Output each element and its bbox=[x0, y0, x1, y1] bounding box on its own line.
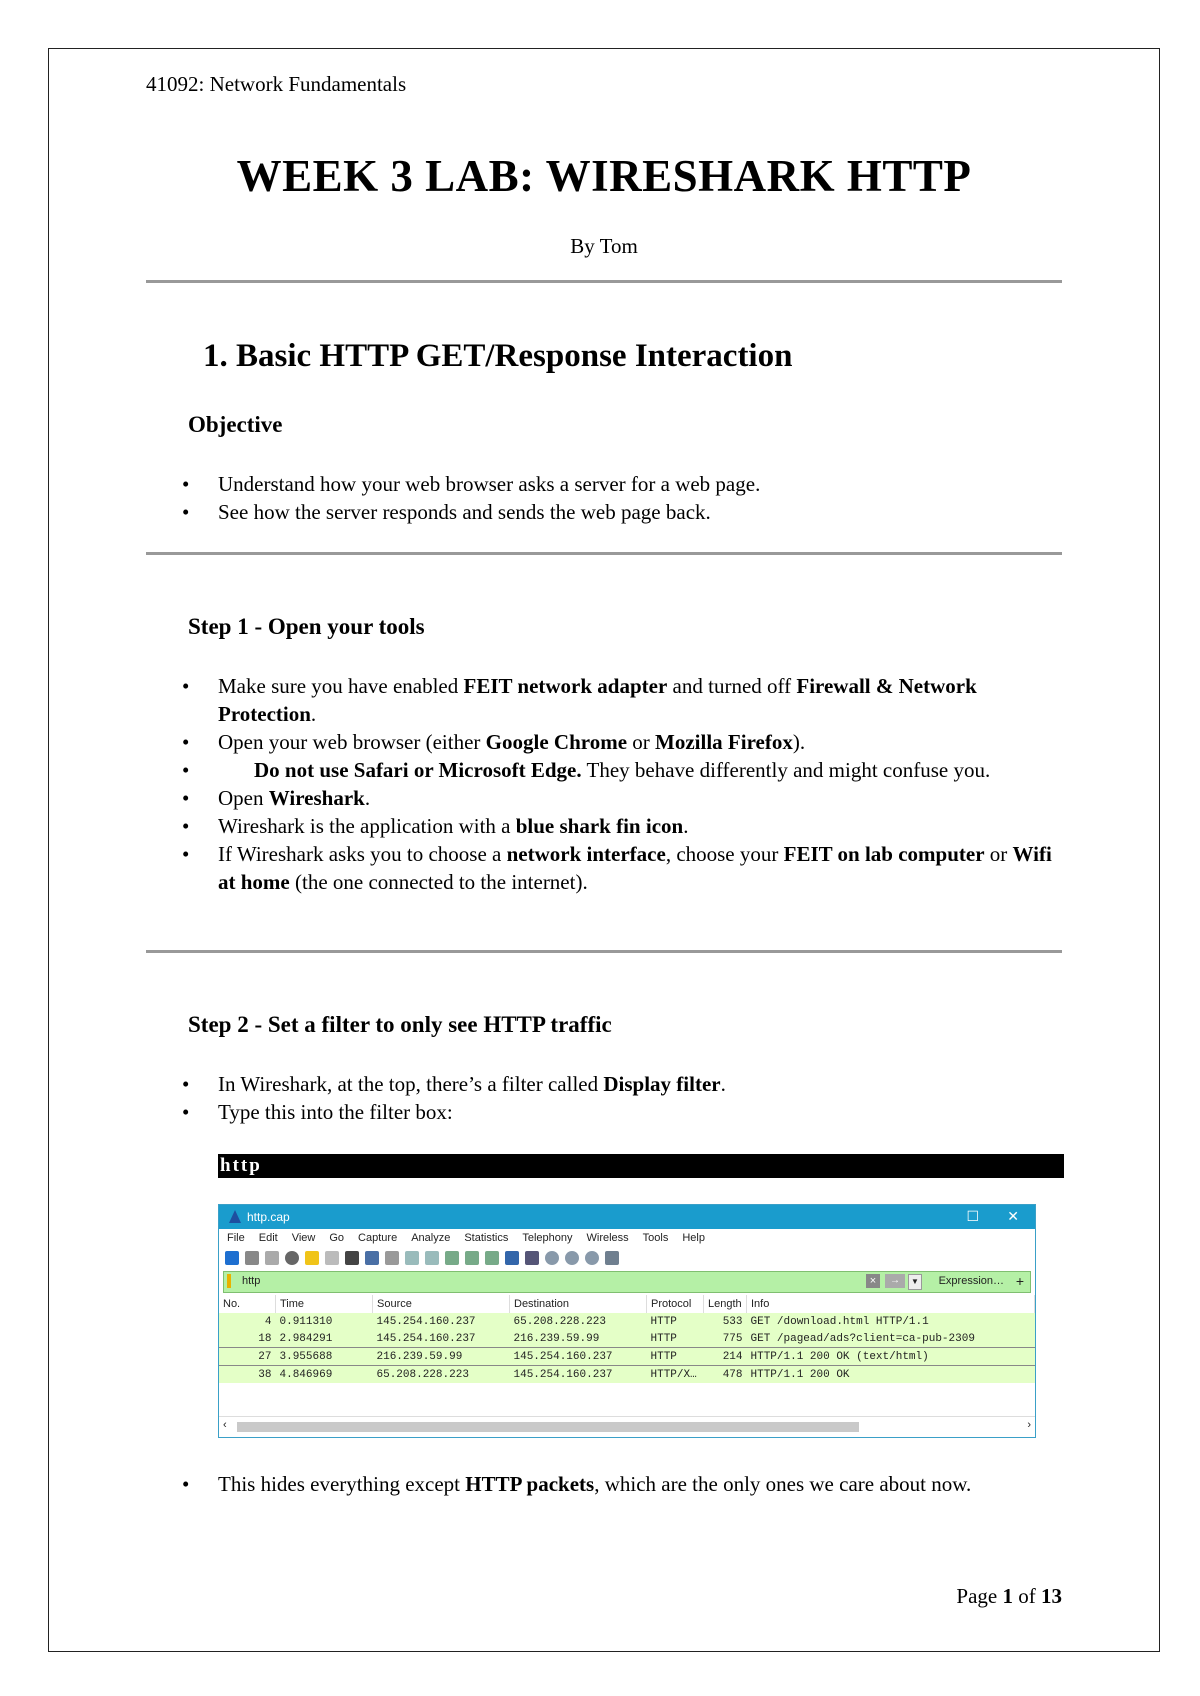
autoscroll-icon bbox=[505, 1251, 519, 1265]
cell-no: 38 bbox=[219, 1366, 276, 1384]
filter-value: http bbox=[242, 1275, 261, 1287]
menu-wireless: Wireless bbox=[586, 1232, 629, 1244]
open-file-icon bbox=[305, 1251, 319, 1265]
maximize-icon: ☐ bbox=[966, 1208, 979, 1224]
section-heading: 1. Basic HTTP GET/Response Interaction bbox=[203, 338, 793, 374]
author-line: By Tom bbox=[570, 234, 638, 258]
cell-info: GET /pagead/ads?client=ca-pub-2309 bbox=[747, 1330, 1035, 1348]
close-icon: ✕ bbox=[1007, 1208, 1019, 1224]
packet-list-header bbox=[219, 1295, 1035, 1313]
back-icon bbox=[405, 1251, 419, 1265]
cell-time: 3.955688 bbox=[276, 1348, 373, 1366]
display-filter-bar bbox=[223, 1271, 1031, 1293]
objective-heading: Objective bbox=[188, 412, 283, 437]
shark-fin-icon bbox=[229, 1210, 241, 1223]
cell-destination: 145.254.160.237 bbox=[510, 1366, 647, 1384]
step1-list bbox=[182, 672, 1062, 896]
column-no: No. bbox=[219, 1295, 276, 1313]
menu-go: Go bbox=[329, 1232, 345, 1244]
options-icon bbox=[285, 1251, 299, 1265]
forward-icon bbox=[425, 1251, 439, 1265]
cell-length: 775 bbox=[704, 1330, 747, 1348]
save-file-icon bbox=[325, 1251, 339, 1265]
page-title: WEEK 3 LAB: WIRESHARK HTTP bbox=[236, 151, 972, 201]
step1-heading: Step 1 - Open your tools bbox=[188, 614, 425, 639]
menu-bar bbox=[219, 1229, 1035, 1247]
cell-destination: 65.208.228.223 bbox=[510, 1313, 647, 1330]
cell-protocol: HTTP/X… bbox=[647, 1366, 704, 1384]
cell-time: 2.984291 bbox=[276, 1330, 373, 1348]
menu-analyze: Analyze bbox=[411, 1232, 451, 1244]
window-title: http.cap bbox=[247, 1210, 290, 1224]
start-capture-icon bbox=[225, 1251, 239, 1265]
menu-telephony: Telephony bbox=[522, 1232, 573, 1244]
find-icon bbox=[385, 1251, 399, 1265]
list-item: • Wireshark is the application with a blue shark fin icon. bbox=[182, 812, 1062, 840]
table-row bbox=[219, 1366, 1035, 1384]
apply-filter-icon: → bbox=[885, 1274, 905, 1288]
add-filter-icon: + bbox=[1015, 1273, 1024, 1289]
cell-time: 0.911310 bbox=[276, 1313, 373, 1330]
wireshark-screenshot bbox=[218, 1204, 1036, 1438]
list-item: • Understand how your web browser asks a server for a web page. bbox=[182, 470, 1062, 498]
menu-view: View bbox=[291, 1232, 316, 1244]
step2-list-cont bbox=[182, 1470, 1062, 1498]
reload-icon bbox=[365, 1251, 379, 1265]
cell-no: 4 bbox=[219, 1313, 276, 1330]
list-item: • Open Wireshark. bbox=[182, 784, 1062, 812]
table-row bbox=[219, 1348, 1035, 1366]
page-number: Page 1 of 13 bbox=[956, 1584, 1062, 1608]
column-protocol: Protocol bbox=[647, 1295, 704, 1313]
bookmark-icon bbox=[227, 1274, 231, 1288]
menu-capture: Capture bbox=[358, 1232, 398, 1244]
list-item: • See how the server responds and sends the web page back. bbox=[182, 498, 1062, 526]
menu-help: Help bbox=[682, 1232, 705, 1244]
chevron-down-icon: ▼ bbox=[908, 1274, 922, 1290]
zoom-reset-icon bbox=[585, 1251, 599, 1265]
step2-list bbox=[182, 1070, 1062, 1126]
stop-capture-icon bbox=[245, 1251, 259, 1265]
zoom-in-icon bbox=[545, 1251, 559, 1265]
cell-source: 65.208.228.223 bbox=[373, 1366, 510, 1384]
column-length: Length bbox=[704, 1295, 747, 1313]
column-info: Info bbox=[747, 1295, 1035, 1313]
horizontal-scrollbar bbox=[219, 1416, 1035, 1437]
cell-info: HTTP/1.1 200 OK (text/html) bbox=[747, 1348, 1035, 1366]
cell-protocol: HTTP bbox=[647, 1313, 704, 1330]
scrollbar-thumb bbox=[237, 1422, 859, 1432]
scroll-left-icon: ‹ bbox=[223, 1419, 227, 1431]
table-row bbox=[219, 1313, 1035, 1330]
toolbar bbox=[219, 1247, 1035, 1269]
column-source: Source bbox=[373, 1295, 510, 1313]
goto-icon bbox=[445, 1251, 459, 1265]
column-destination: Destination bbox=[510, 1295, 647, 1313]
cell-protocol: HTTP bbox=[647, 1348, 704, 1366]
code-block: http bbox=[218, 1154, 1064, 1178]
cell-time: 4.846969 bbox=[276, 1366, 373, 1384]
cell-destination: 145.254.160.237 bbox=[510, 1348, 647, 1366]
list-item: • This hides everything except HTTP packets, which are the only ones we care about now. bbox=[182, 1470, 1062, 1498]
list-item: • Do not use Safari or Microsoft Edge. They behave differently and might confuse you. bbox=[182, 756, 1062, 784]
course-header: 41092: Network Fundamentals bbox=[146, 72, 407, 96]
cell-source: 145.254.160.237 bbox=[373, 1330, 510, 1348]
restart-capture-icon bbox=[265, 1251, 279, 1265]
cell-source: 145.254.160.237 bbox=[373, 1313, 510, 1330]
step2-heading: Step 2 - Set a filter to only see HTTP traffic bbox=[188, 1012, 612, 1037]
expression-label: Expression… bbox=[938, 1275, 1004, 1287]
close-file-icon bbox=[345, 1251, 359, 1265]
last-packet-icon bbox=[485, 1251, 499, 1265]
resize-columns-icon bbox=[605, 1251, 619, 1265]
cell-info: GET /download.html HTTP/1.1 bbox=[747, 1313, 1035, 1330]
cell-info: HTTP/1.1 200 OK bbox=[747, 1366, 1035, 1384]
list-item: • Type this into the filter box: bbox=[182, 1098, 1062, 1126]
divider bbox=[146, 280, 1062, 283]
menu-statistics: Statistics bbox=[464, 1232, 509, 1244]
table-row bbox=[219, 1330, 1035, 1348]
packet-list bbox=[219, 1295, 1035, 1383]
list-item: • Make sure you have enabled FEIT network adapter and turned off Firewall & Network Protection. bbox=[182, 672, 1062, 728]
cell-length: 478 bbox=[704, 1366, 747, 1384]
cell-no: 27 bbox=[219, 1348, 276, 1366]
list-item: • If Wireshark asks you to choose a network interface, choose your FEIT on lab computer or Wifi at home (the one connected to the internet). bbox=[182, 840, 1062, 896]
cell-source: 216.239.59.99 bbox=[373, 1348, 510, 1366]
cell-destination: 216.239.59.99 bbox=[510, 1330, 647, 1348]
colorize-icon bbox=[525, 1251, 539, 1265]
menu-tools: Tools bbox=[642, 1232, 669, 1244]
first-packet-icon bbox=[465, 1251, 479, 1265]
menu-edit: Edit bbox=[258, 1232, 278, 1244]
cell-protocol: HTTP bbox=[647, 1330, 704, 1348]
menu-file: File bbox=[227, 1232, 245, 1244]
divider bbox=[146, 950, 1062, 953]
cell-length: 214 bbox=[704, 1348, 747, 1366]
objective-list bbox=[182, 470, 1062, 526]
list-item: • Open your web browser (either Google Chrome or Mozilla Firefox). bbox=[182, 728, 1062, 756]
cell-length: 533 bbox=[704, 1313, 747, 1330]
column-time: Time bbox=[276, 1295, 373, 1313]
window-titlebar bbox=[219, 1205, 1035, 1229]
divider bbox=[146, 552, 1062, 555]
zoom-out-icon bbox=[565, 1251, 579, 1265]
list-item: • In Wireshark, at the top, there’s a filter called Display filter. bbox=[182, 1070, 1062, 1098]
clear-filter-icon: × bbox=[866, 1274, 880, 1288]
cell-no: 18 bbox=[219, 1330, 276, 1348]
scroll-right-icon: › bbox=[1027, 1419, 1031, 1431]
